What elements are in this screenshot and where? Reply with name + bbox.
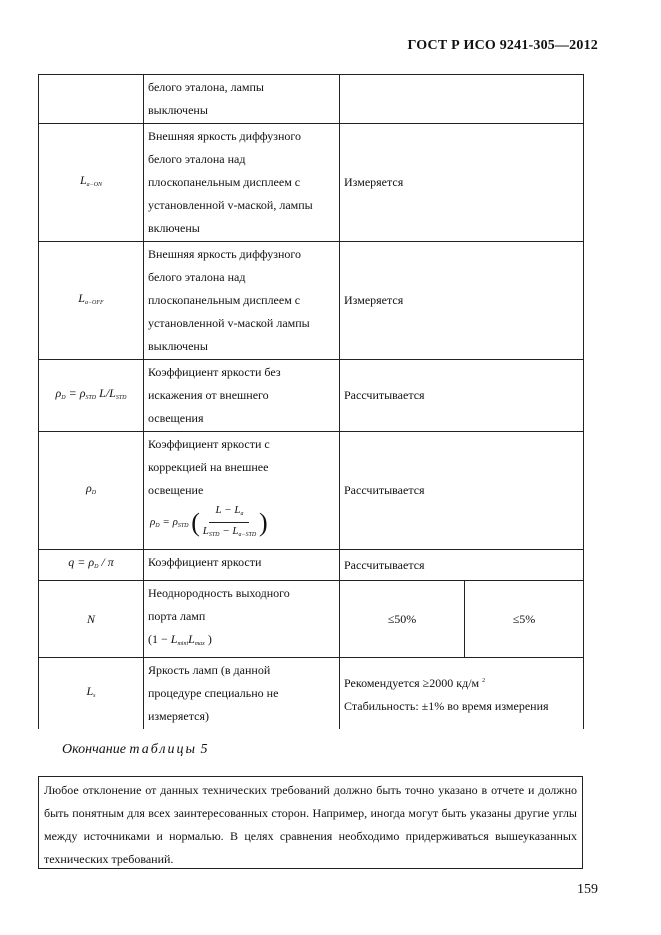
description-line: измеряется)	[148, 709, 209, 723]
description-cell	[144, 124, 340, 242]
requirement-line	[344, 670, 579, 695]
symbol-subscript: D	[91, 489, 97, 496]
unit-superscript: 2	[482, 677, 486, 684]
formula-part: L	[234, 504, 241, 516]
requirement-line: Стабильность: ±1% во время измерения	[344, 698, 549, 713]
description-cell	[144, 432, 340, 550]
description-cell	[144, 550, 340, 581]
description-line: белого эталона над	[148, 152, 246, 166]
description-line: порта ламп	[148, 609, 206, 623]
formula-part: L	[202, 525, 209, 537]
description-line: установленной v-маской, лампы	[148, 198, 313, 212]
symbol-base: L	[86, 683, 94, 698]
formula-subscript: a	[240, 511, 244, 517]
symbol-subscript: s	[93, 692, 96, 699]
description-line: Неоднородность выходного	[148, 586, 290, 600]
symbol-subscript: a−ON	[86, 181, 103, 188]
requirement-cell: Измеряется	[340, 242, 584, 360]
formula-part: )	[207, 632, 212, 646]
description-line: Коэффициент яркости без	[148, 365, 281, 379]
symbol-subscript: D	[94, 564, 99, 570]
description-cell	[144, 242, 340, 360]
symbol-base: L	[79, 172, 87, 187]
description-line: выключены	[148, 103, 208, 117]
spec-table	[38, 74, 584, 729]
symbol-subscript: a−OFF	[84, 299, 104, 306]
requirement-text: Рекомендуется ≥2000 кд/м	[344, 675, 480, 690]
requirement-cell: Измеряется	[340, 124, 584, 242]
right-paren: )	[259, 507, 268, 537]
caption-prefix: Окончание	[62, 742, 126, 757]
description-line: освещение	[148, 483, 204, 497]
table-row	[39, 242, 584, 360]
requirement-cell	[340, 658, 584, 730]
description-cell	[144, 360, 340, 432]
formula-subscript: max	[194, 641, 205, 647]
description-line: белого эталона над	[148, 270, 246, 284]
correction-formula	[148, 502, 335, 543]
left-paren: (	[191, 507, 200, 537]
symbol-subscript: STD	[85, 394, 97, 401]
description-line: установленной v-маской лампы	[148, 316, 310, 330]
symbol-part: L	[109, 385, 116, 400]
symbol-part: ρ	[88, 555, 95, 569]
symbol-cell	[39, 242, 144, 360]
requirement-cell: Рассчитывается	[340, 360, 584, 432]
formula-subscript: mini	[177, 641, 189, 647]
symbol-base: L	[78, 290, 85, 305]
fraction-numerator	[209, 502, 249, 523]
formula-part: L	[215, 504, 222, 516]
symbol-cell	[39, 124, 144, 242]
symbol-cell	[39, 75, 144, 124]
formula-subscript: D	[155, 523, 160, 530]
description-formula	[148, 628, 335, 656]
symbol-part: ρ	[85, 480, 92, 495]
symbol-part: =	[68, 385, 77, 400]
requirement-cell	[340, 75, 584, 124]
description-line: выключены	[148, 339, 208, 353]
symbol-cell: N	[39, 581, 144, 658]
description-line: Яркость ламп (в данной	[148, 663, 271, 677]
requirement-cell: Рассчитывается	[340, 432, 584, 550]
description-line: Внешняя яркость диффузного	[148, 129, 302, 143]
description-line: плоскопанельным дисплеем с	[148, 293, 301, 307]
formula-part: ρ	[150, 516, 156, 529]
formula-part: ρ	[172, 516, 178, 529]
table-row	[39, 550, 584, 581]
symbol-subscript: STD	[115, 394, 127, 401]
formula-part: (1 −	[148, 632, 168, 646]
formula-part: L	[232, 525, 239, 537]
symbol-cell	[39, 360, 144, 432]
document-header: ГОСТ Р ИСО 9241-305—2012	[407, 38, 598, 53]
table-row	[39, 75, 584, 124]
symbol-part: ρ	[79, 385, 86, 400]
symbol-part: q	[68, 555, 75, 569]
symbol-part: /	[101, 555, 105, 569]
symbol-part: /	[105, 385, 110, 400]
symbol-cell	[39, 658, 144, 730]
symbol-part: ρ	[55, 385, 62, 400]
description-line: включены	[148, 221, 200, 235]
description-cell	[144, 658, 340, 730]
formula-part: =	[162, 516, 170, 529]
table-row	[39, 581, 584, 658]
description-cell	[144, 75, 340, 124]
table-row	[39, 432, 584, 550]
table-row	[39, 124, 584, 242]
table-caption	[62, 742, 207, 758]
fraction-denominator	[203, 523, 257, 543]
symbol-part: π	[107, 555, 114, 569]
formula-subscript: a−STD	[238, 532, 257, 538]
symbol-part: L	[99, 385, 106, 400]
description-line: коррекцией на внешнее	[148, 460, 269, 474]
note-box: Любое отклонение от данных технических требований должно быть точно указано в отчете и должно быть понятным для всех заинтересованных сторон. Например, иногда могут быть указаны другие углы между источниками и нормалью. В целях сравнения необходимо придерживаться вышеуказанных технических требований.	[38, 776, 583, 869]
requirement-cell-a: ≤50%	[340, 581, 465, 658]
symbol-cell	[39, 550, 144, 581]
formula-part: L	[170, 632, 178, 646]
description-cell	[144, 581, 340, 658]
requirement-cell-b: ≤5%	[465, 581, 584, 658]
table-row	[39, 360, 584, 432]
caption-number: 5	[200, 742, 208, 757]
symbol-subscript: D	[61, 394, 66, 401]
page-number: 159	[577, 882, 598, 897]
symbol-cell	[39, 432, 144, 550]
table-row	[39, 658, 584, 730]
description-line: процедуре специально не	[148, 686, 279, 700]
formula-subscript: STD	[208, 532, 220, 538]
description-line: Внешняя яркость диффузного	[148, 247, 302, 261]
formula-part: −	[224, 504, 232, 516]
formula-subscript: STD	[177, 523, 189, 530]
description-line: Коэффициент яркости	[148, 555, 262, 569]
formula-part: −	[222, 525, 230, 537]
description-line: Коэффициент яркости с	[148, 437, 270, 451]
description-line: освещения	[148, 411, 204, 425]
description-line: искажения от внешнего	[148, 388, 269, 402]
requirement-cell: Рассчитывается	[340, 550, 584, 581]
symbol-part: =	[77, 555, 86, 569]
caption-word: таблицы	[129, 742, 197, 757]
formula-part: L	[188, 632, 195, 646]
description-line: белого эталона, лампы	[148, 80, 264, 94]
description-line: плоскопанельным дисплеем с	[148, 175, 301, 189]
formula-fraction	[203, 502, 257, 543]
